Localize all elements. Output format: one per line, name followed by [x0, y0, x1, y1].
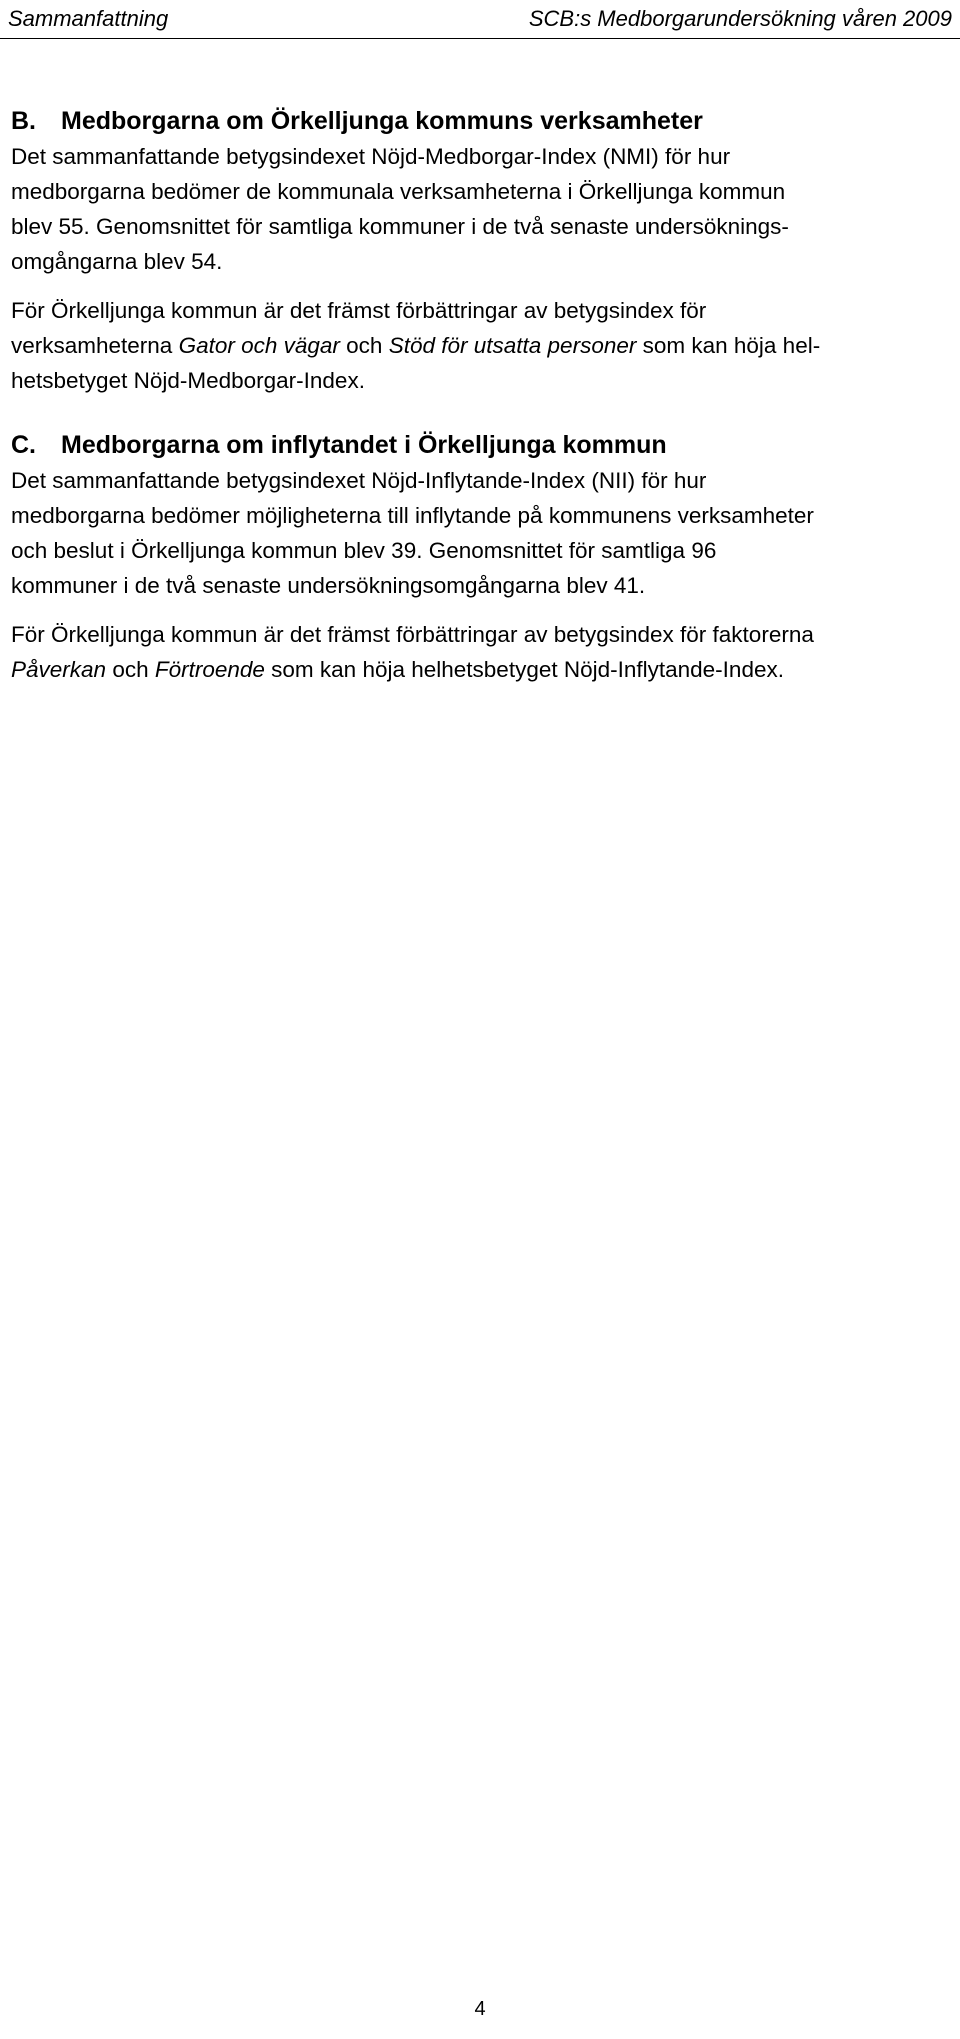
body-paragraph — [11, 617, 951, 687]
text-line: Det sammanfattande betygsindexet Nöjd-Inflytande-Index (NII) för hur — [11, 468, 707, 493]
text-line: kommuner i de två senaste undersökningsomgångarna blev 41. — [11, 573, 646, 598]
emphasis-term: Påverkan — [11, 657, 107, 682]
emphasis-term: Stöd för utsatta personer — [388, 333, 637, 358]
text-line: omgångarna blev 54. — [11, 249, 223, 274]
text-line: blev 55. Genomsnittet för samtliga kommuner i de två senaste undersöknings- — [11, 214, 789, 239]
page-number: 4 — [474, 1998, 486, 2020]
running-header — [0, 0, 960, 39]
emphasis-term: Gator och vägar — [178, 333, 340, 358]
body-paragraph — [11, 293, 951, 398]
emphasis-term: Förtroende — [154, 657, 265, 682]
header-report-title: SCB:s Medborgarundersökning våren 2009 — [528, 6, 952, 31]
section-b — [11, 104, 951, 398]
body-paragraph — [11, 139, 951, 279]
section-heading — [11, 428, 951, 463]
section-title: Medborgarna om Örkelljunga kommuns verksamheter — [61, 107, 703, 135]
text-line: För Örkelljunga kommun är det främst förbättringar av betygsindex för faktorerna — [11, 622, 814, 647]
text-line: Det sammanfattande betygsindexet Nöjd-Medborgar-Index (NMI) för hur — [11, 144, 731, 169]
text-line: hetsbetyget Nöjd-Medborgar-Index. — [11, 368, 365, 393]
text-line: medborgarna bedömer möjligheterna till inflytande på kommunens verksamheter — [11, 503, 814, 528]
text-segment: som kan höja helhetsbetyget Nöjd-Inflytande-Index. — [264, 657, 784, 682]
text-line: medborgarna bedömer de kommunala verksamheterna i Örkelljunga kommun — [11, 179, 786, 204]
page-content — [11, 104, 951, 687]
section-title: Medborgarna om inflytandet i Örkelljunga kommun — [61, 431, 667, 459]
section-heading — [11, 104, 951, 139]
body-paragraph — [11, 463, 951, 603]
text-segment: och — [339, 333, 389, 358]
header-section-title: Sammanfattning — [8, 6, 169, 31]
section-c — [11, 428, 951, 687]
text-segment: verksamheterna — [11, 333, 179, 358]
section-letter: B. — [11, 107, 36, 135]
text-segment: och — [106, 657, 155, 682]
text-segment: som kan höja hel- — [636, 333, 821, 358]
text-line: För Örkelljunga kommun är det främst förbättringar av betygsindex för — [11, 298, 707, 323]
text-line: och beslut i Örkelljunga kommun blev 39. Genomsnittet för samtliga 96 — [11, 538, 717, 563]
section-letter: C. — [11, 431, 36, 459]
